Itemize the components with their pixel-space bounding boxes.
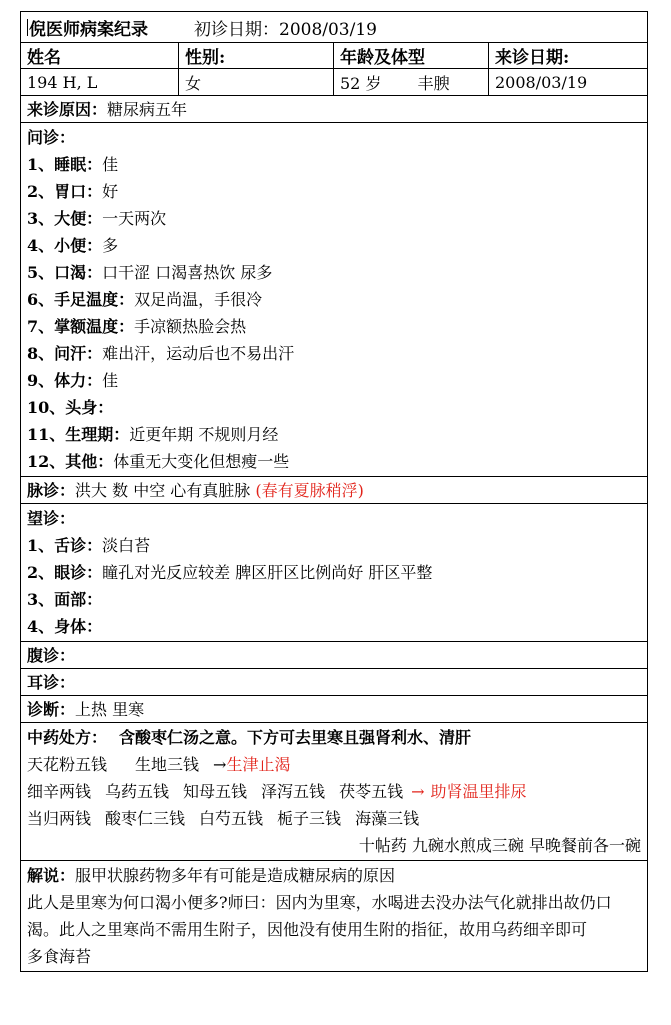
info-label-row (21, 43, 647, 69)
observe-item-label: 3、面部： (27, 590, 103, 609)
inquiry-item (21, 367, 647, 394)
herb-line-2 (21, 778, 647, 805)
prescription-title-line (21, 724, 647, 751)
inquiry-item-label: 8、问汗： (27, 344, 103, 363)
info-value-row (21, 69, 647, 96)
inquiry-item-value: 口干涩 口渴喜热饮 尿多 (102, 263, 273, 282)
build-value: 丰腴 (417, 73, 450, 93)
observe-section (21, 504, 647, 642)
inquiry-item-value: 一天两次 (102, 209, 167, 228)
inquiry-item (21, 151, 647, 178)
inquiry-item (21, 313, 647, 340)
observe-item (21, 559, 647, 586)
prescription-intro: 含酸枣仁汤之意。下方可去里寒且强肾利水、清肝 (119, 728, 472, 747)
inquiry-item-label: 11、生理期： (27, 425, 130, 444)
explanation-section (21, 861, 647, 971)
gender-label: 性别: (179, 43, 334, 68)
herb-effect: 助肾温里排尿 (430, 782, 527, 801)
arrow-icon: → (213, 755, 227, 774)
pulse-row (21, 477, 647, 504)
herb-item: 生地三钱 (135, 755, 200, 774)
age-label: 年龄及体型 (334, 43, 489, 68)
reason-label: 来诊原因： (27, 100, 108, 119)
inquiry-item-value: 手凉额热脸会热 (134, 317, 247, 336)
ear-row (21, 669, 647, 696)
text-cursor (27, 19, 28, 36)
herb-item: 泽泻五钱 (261, 782, 326, 801)
inquiry-item-value: 难出汗，运动后也不易出汗 (102, 344, 295, 363)
inquiry-item (21, 232, 647, 259)
visit-date-value: 2008/03/19 (495, 72, 588, 92)
arrow-icon: → (411, 782, 425, 801)
prescription-section (21, 723, 647, 861)
inquiry-item (21, 421, 647, 448)
observe-item-value: 瞳孔对光反应较差 脾区肝区比例尚好 肝区平整 (102, 563, 433, 582)
inquiry-item-label: 5、口渴： (27, 263, 103, 282)
record-title: 倪医师病案纪录 (29, 19, 148, 40)
name-label: 姓名 (21, 43, 179, 68)
herb-item: 乌药五钱 (105, 782, 170, 801)
inquiry-item-value: 佳 (102, 155, 119, 174)
herb-item: 白芍五钱 (199, 809, 264, 828)
observe-item-label: 1、舌诊： (27, 536, 103, 555)
observe-item (21, 586, 647, 613)
medical-record (20, 11, 648, 972)
observe-item (21, 613, 647, 640)
observe-item-label: 2、眼诊： (27, 563, 103, 582)
age-value: 52 岁 (340, 73, 382, 93)
inquiry-item (21, 259, 647, 286)
first-visit-date: 初诊日期：2008/03/19 (194, 19, 377, 40)
inquiry-item (21, 340, 647, 367)
visit-date-label: 来诊日期: (495, 48, 570, 68)
gender-value: 女 (179, 69, 334, 95)
inquiry-item-label: 3、大便： (27, 209, 103, 228)
herb-line-3 (21, 805, 647, 832)
diagnosis-label: 诊断： (27, 700, 76, 719)
pulse-label: 脉诊： (27, 481, 76, 500)
inquiry-item-label: 10、头身： (27, 398, 114, 417)
inquiry-item-value: 双足尚温，手很冷 (134, 290, 263, 309)
record-header (21, 12, 647, 43)
explanation-first (21, 862, 647, 889)
inquiry-item-value: 佳 (102, 371, 119, 390)
herb-effect: 生津止渴 (226, 755, 291, 774)
inquiry-item-label: 2、胃口： (27, 182, 103, 201)
explanation-paragraph: 此人是里寒为何口渴小便多?师曰：因内为里寒，水喝进去没办法气化就排出故仍口渴。此人之里寒尚不需用生附子，因他没有使用生附的指征，故用乌药细辛即可 (27, 893, 612, 939)
pulse-note: (春有夏脉稍浮) (255, 481, 364, 500)
explanation-last: 多食海苔 (27, 947, 92, 966)
diagnosis-value: 上热 里寒 (75, 700, 145, 719)
inquiry-item-value: 好 (102, 182, 119, 201)
inquiry-item (21, 178, 647, 205)
diagnosis-row (21, 696, 647, 723)
inquiry-section (21, 123, 647, 477)
inquiry-item (21, 205, 647, 232)
inquiry-item-value: 体重无大变化但想瘦一些 (113, 452, 290, 471)
pulse-value: 洪大 数 中空 心有真脏脉 (75, 481, 256, 500)
observe-item-value: 淡白苔 (102, 536, 151, 555)
herb-item: 天花粉五钱 (27, 755, 108, 774)
inquiry-item (21, 394, 647, 421)
dosage-line: 十帖药 九碗水煎成三碗 早晚餐前各一碗 (358, 836, 641, 855)
herb-item: 茯苓五钱 (339, 782, 404, 801)
inquiry-title: 问诊： (27, 128, 76, 147)
inquiry-item-label: 4、小便： (27, 236, 103, 255)
inquiry-item-label: 1、睡眠： (27, 155, 103, 174)
inquiry-item-value: 多 (102, 236, 119, 255)
reason-value: 糖尿病五年 (107, 100, 188, 119)
herb-item: 细辛两钱 (27, 782, 92, 801)
inquiry-item (21, 448, 647, 475)
observe-item-label: 4、身体： (27, 617, 103, 636)
inquiry-item-label: 7、掌额温度： (27, 317, 135, 336)
inquiry-item-label: 9、体力： (27, 371, 103, 390)
observe-item (21, 532, 647, 559)
herb-line-1 (21, 751, 647, 778)
reason-row (21, 96, 647, 123)
inquiry-item (21, 286, 647, 313)
herb-item: 知母五钱 (183, 782, 248, 801)
inquiry-item-label: 12、其他： (27, 452, 114, 471)
observe-title: 望诊： (27, 509, 76, 528)
herb-item: 海藻三钱 (355, 809, 420, 828)
name-value: 194 H, L (21, 69, 179, 95)
inquiry-item-label: 6、手足温度： (27, 290, 135, 309)
ear-label: 耳诊： (27, 673, 76, 692)
herb-item: 栀子三钱 (277, 809, 342, 828)
prescription-label: 中药处方： (27, 728, 108, 747)
herb-item: 酸枣仁三钱 (105, 809, 186, 828)
abdomen-label: 腹诊： (27, 646, 76, 665)
herb-item: 当归两钱 (27, 809, 92, 828)
age-value-cell (334, 69, 489, 95)
abdomen-row (21, 642, 647, 669)
inquiry-item-value: 近更年期 不规则月经 (129, 425, 279, 444)
explanation-first-text: 服甲状腺药物多年有可能是造成糖尿病的原因 (75, 866, 396, 885)
explanation-label: 解说： (27, 866, 76, 885)
